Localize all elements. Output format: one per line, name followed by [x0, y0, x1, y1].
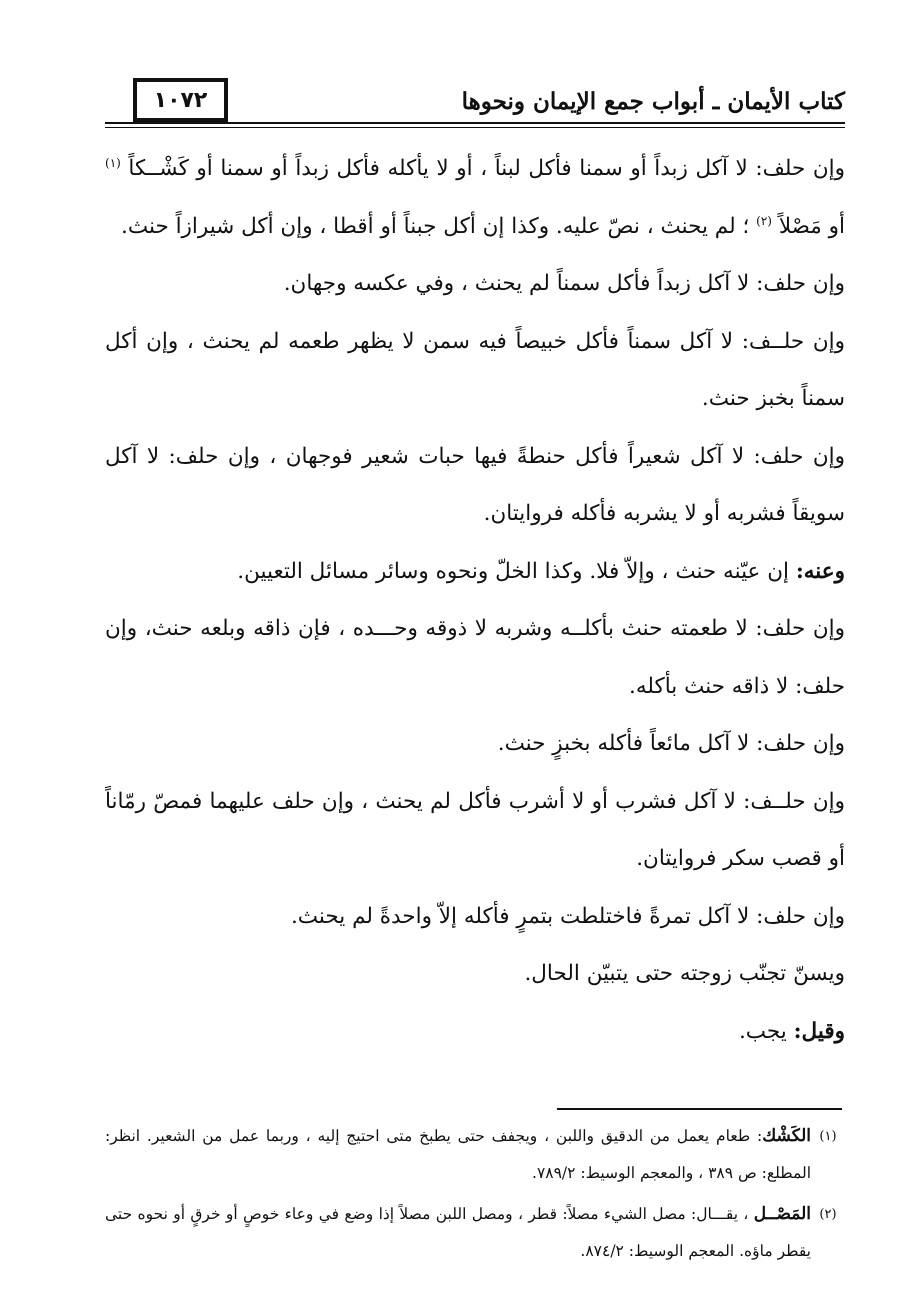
paragraph-text: ؛ لم يحنث ، نصّ عليه. وكذا إن أكل جبناً أو أقطا ، وإن أكل شيرازاً حنث. [121, 213, 757, 239]
header-rule [105, 122, 845, 124]
paragraph-text: يجب. [738, 1018, 794, 1044]
paragraph: وإن حلف: لا آكل تمرةً فاختلطت بتمرٍ فأكله إلاّ واحدةً لم يحنث. [290, 903, 845, 929]
paragraph-text: إن عيّنه حنث ، وإلاّ فلا. وكذا الخلّ ونحوه وسائر مسائل التعيين. [237, 558, 796, 584]
footnote-term: المَصْــل [753, 1204, 811, 1224]
paragraph-lead: وعنه: [795, 558, 845, 584]
paragraph: وإن حلف: لا آكل شعيراً فأكل حنطةً فيها حبات شعير فوجهان ، وإن حلف: لا آكل سويقاً فشربه أو لا يشربه فأكله فروايتان. [105, 443, 845, 526]
paragraph: وإن حلــف: لا آكل سمناً فأكل خبيصاً فيه سمن لا يظهر طعمه لم يحنث ، وإن أكل سمناً بخبز حنث. [105, 328, 845, 411]
page-header [105, 78, 845, 130]
paragraph-text: وإن حلف: لا آكل زبداً أو سمنا فأكل لبناً ، أو لا يأكله فأكل زبداً أو سمنا أو كَشْــكاً [120, 156, 845, 181]
running-title: كتاب الأيمان ـ أبواب جمع الإيمان ونحوها [456, 88, 845, 115]
footnote-separator [557, 1108, 842, 1110]
footnote-mark: (٢) [819, 1207, 837, 1222]
paragraph-lead: وقيل: [793, 1018, 845, 1044]
footnote-ref[interactable]: (٢) [756, 213, 772, 228]
footnote [105, 1196, 845, 1270]
footnote-text [105, 1118, 811, 1192]
body-text [105, 140, 845, 1080]
page-number: ١٠٧٢ [133, 78, 228, 122]
footnote-term: الكَشْك [762, 1126, 811, 1146]
paragraph [105, 543, 845, 601]
footnotes [105, 1118, 845, 1308]
footnote-body: : طعام يعمل من الدقيق واللبن ، ويجفف حتى يطبخ متى احتيج إليه ، وربما عمل من الشعير. انظر: المطلع: ص ٣٨٩ ، والمعجم الوسيط: ٧٨٩/٢. [105, 1127, 811, 1182]
footnote-mark: (١) [819, 1129, 837, 1144]
paragraph: وإن حلف: لا آكل مائعاً فأكله بخبزٍ حنث. [497, 731, 845, 756]
paragraph [105, 140, 845, 255]
paragraph [105, 1003, 845, 1061]
footnote-ref[interactable]: (١) [105, 155, 121, 170]
header-rule-thin [105, 127, 845, 128]
paragraph-text: أو مَصْلاً [771, 213, 845, 239]
footnote-body: ، يقـــال: مصل الشيء مصلاً: قطر ، ومصل اللبن مصلاً إذا وضع في وعاء خوصٍ أو خرقٍ أو نحوه حتى يقطر ماؤه. المعجم الوسيط: ٨٧٤/٢. [105, 1205, 811, 1260]
paragraph: وإن حلف: لا طعمته حنث بأكلــه وشربه لا ذوقه وحـــده ، فإن ذاقه وبلعه حنث، وإن حلف: لا ذاقه حنث بأكله. [105, 616, 845, 699]
paragraph: ويسنّ تجنّب زوجته حتى يتبيّن الحال. [524, 961, 845, 986]
footnote-text [105, 1196, 811, 1270]
paragraph: وإن حلف: لا آكل زبداً فأكل سمناً لم يحنث ، وفي عكسه وجهان. [283, 271, 845, 296]
footnote [105, 1118, 845, 1192]
paragraph: وإن حلــف: لا آكل فشرب أو لا أشرب فأكل لم يحنث ، وإن حلف عليهما فمصّ رمّاناً أو قصب سكر فروايتان. [105, 788, 845, 871]
